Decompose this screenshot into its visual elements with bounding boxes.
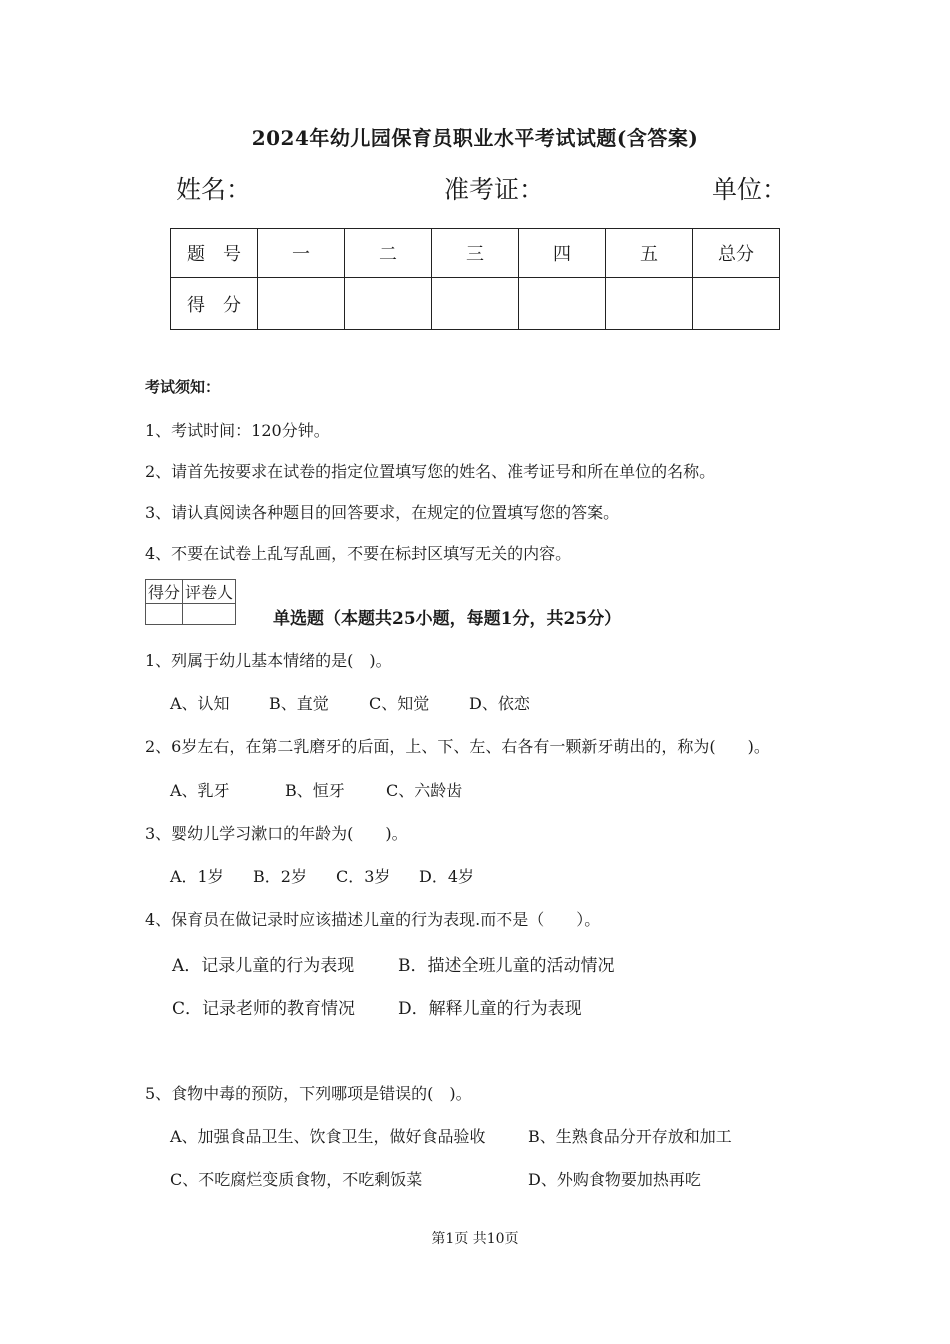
question-option[interactable]: C、知觉 — [369, 694, 430, 713]
exam-id-field-label: 准考证： — [444, 175, 545, 204]
score-table-header-cell: 四 — [519, 229, 606, 278]
score-table-header-cell: 总分 — [693, 229, 780, 278]
page-title: 2024年幼儿园保育员职业水平考试试题(含答案) — [251, 126, 699, 150]
notice-item: 4、不要在试卷上乱写乱画，不要在标封区填写无关的内容。 — [145, 544, 572, 563]
score-table-header-cell: 一 — [258, 229, 345, 278]
grader-box — [145, 579, 236, 625]
question-option[interactable]: A．记录儿童的行为表现 — [172, 956, 355, 976]
question-option[interactable]: C、六龄齿 — [386, 781, 463, 800]
question-stem: 5、食物中毒的预防，下列哪项是错误的( )。 — [145, 1084, 472, 1103]
question-option[interactable]: A、加强食品卫生、饮食卫生，做好食品验收 — [170, 1127, 486, 1146]
section-heading: 单选题（本题共25小题，每题1分，共25分） — [273, 609, 622, 629]
name-field-label: 姓名： — [176, 175, 252, 204]
notice-item: 3、请认真阅读各种题目的回答要求，在规定的位置填写您的答案。 — [145, 503, 620, 522]
question-option[interactable]: A、乳牙 — [170, 781, 230, 800]
score-table-header-cell: 三 — [432, 229, 519, 278]
question-stem: 4、保育员在做记录时应该描述儿童的行为表现.而不是（ ）。 — [145, 910, 601, 929]
score-table-header-row — [171, 229, 780, 278]
score-table — [170, 228, 780, 330]
score-table-header-cell: 题 号 — [171, 229, 258, 278]
question-option[interactable]: D、外购食物要加热再吃 — [528, 1170, 701, 1189]
question-option[interactable]: D、依恋 — [469, 694, 530, 713]
page-footer: 第1页 共10页 — [431, 1231, 519, 1247]
question-option[interactable]: C、不吃腐烂变质食物，不吃剩饭菜 — [170, 1170, 423, 1189]
question-option[interactable]: A．1岁 — [170, 867, 224, 886]
score-cell[interactable] — [693, 278, 780, 330]
question-option[interactable]: C．3岁 — [336, 867, 391, 886]
notice-heading: 考试须知： — [145, 378, 221, 396]
question-stem: 2、6岁左右，在第二乳磨牙的后面，上、下、左、右各有一颗新牙萌出的，称为( )。 — [145, 737, 770, 756]
question-option[interactable]: A、认知 — [170, 694, 230, 713]
question-option[interactable]: B、生熟食品分开存放和加工 — [528, 1127, 732, 1146]
score-cell[interactable] — [258, 278, 345, 330]
grader-score-label: 得分 — [146, 580, 183, 604]
score-table-header-cell: 二 — [345, 229, 432, 278]
question-option[interactable]: B．2岁 — [253, 867, 307, 886]
question-stem: 1、列属于幼儿基本情绪的是( )。 — [145, 651, 392, 670]
notice-item: 1、考试时间：120分钟。 — [145, 421, 330, 440]
question-option[interactable]: D．4岁 — [419, 867, 475, 886]
grader-name-label: 评卷人 — [183, 580, 236, 604]
score-cell[interactable] — [345, 278, 432, 330]
question-option[interactable]: D．解释儿童的行为表现 — [398, 999, 582, 1019]
notice-item: 2、请首先按要求在试卷的指定位置填写您的姓名、准考证号和所在单位的名称。 — [145, 462, 716, 481]
score-cell[interactable] — [432, 278, 519, 330]
score-cell[interactable] — [519, 278, 606, 330]
score-cell[interactable] — [606, 278, 693, 330]
question-option[interactable]: B、恒牙 — [285, 781, 345, 800]
question-option[interactable]: C．记录老师的教育情况 — [172, 999, 356, 1019]
score-table-header-cell: 五 — [606, 229, 693, 278]
question-option[interactable]: B．描述全班儿童的活动情况 — [398, 956, 615, 976]
question-option[interactable]: B、直觉 — [269, 694, 329, 713]
unit-field-label: 单位： — [712, 175, 788, 204]
question-stem: 3、婴幼儿学习漱口的年龄为( )。 — [145, 824, 408, 843]
score-table-score-row — [171, 278, 780, 330]
grader-score-cell[interactable] — [146, 604, 183, 625]
grader-name-cell[interactable] — [183, 604, 236, 625]
score-row-label: 得 分 — [171, 278, 258, 330]
